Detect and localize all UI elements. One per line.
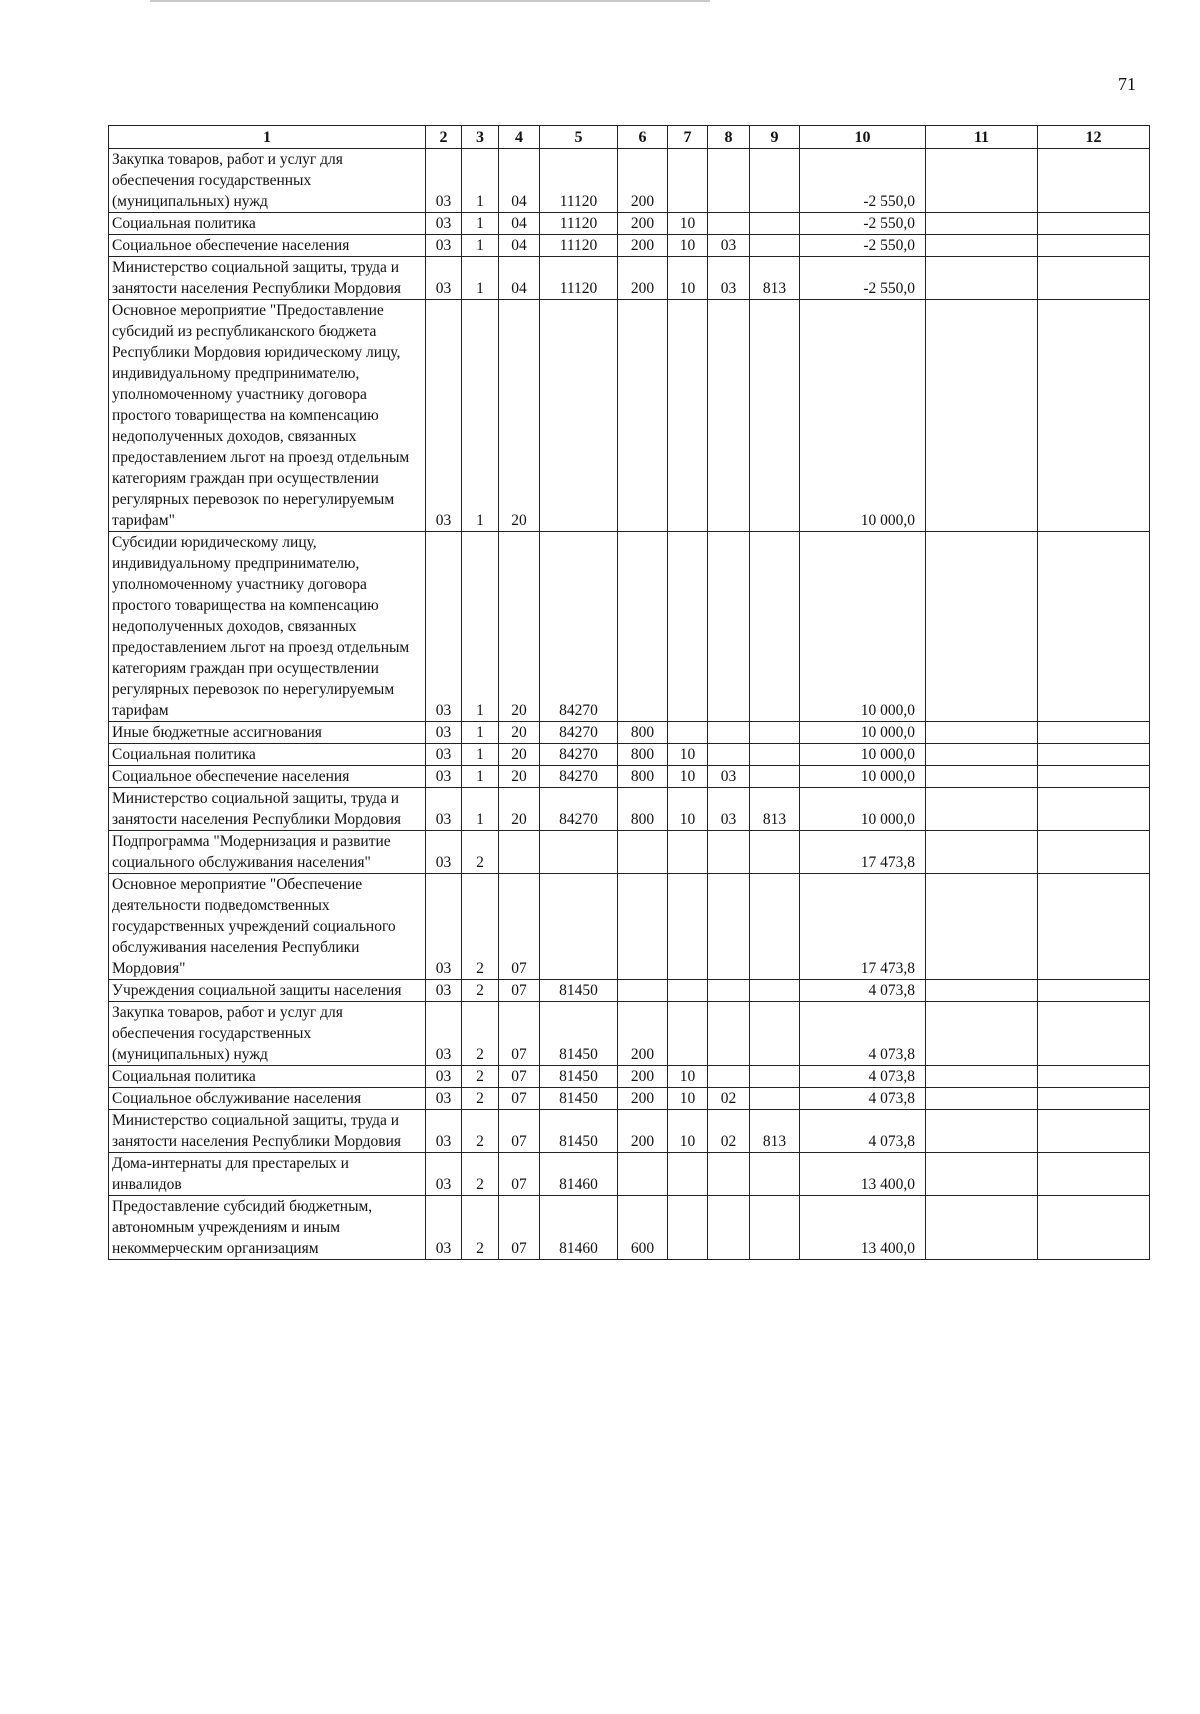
cell-subprogram-code: 1	[462, 149, 499, 213]
cell-amount: 4 073,8	[800, 980, 926, 1002]
table-row	[109, 235, 1150, 257]
cell-amount: 10 000,0	[800, 766, 926, 788]
cell-direction-code: 81460	[540, 1196, 618, 1260]
cell-ministry-code	[750, 1088, 800, 1110]
cell-subprogram-code: 1	[462, 235, 499, 257]
cell-podrazdel	[708, 300, 750, 532]
header-col-6: 6	[618, 126, 668, 149]
cell-section-code: 03	[426, 1002, 462, 1066]
header-col-3: 3	[462, 126, 499, 149]
cell-col-12	[1038, 1066, 1150, 1088]
cell-razdel	[668, 1153, 708, 1196]
cell-col-12	[1038, 1153, 1150, 1196]
cell-section-code: 03	[426, 149, 462, 213]
cell-measure-code: 20	[499, 744, 540, 766]
cell-razdel	[668, 722, 708, 744]
cell-name: Закупка товаров, работ и услуг для обеспечения государственных (муниципальных) нужд	[109, 149, 426, 213]
cell-name: Социальное обеспечение населения	[109, 766, 426, 788]
cell-col-11	[926, 213, 1038, 235]
cell-razdel: 10	[668, 1066, 708, 1088]
cell-ministry-code	[750, 149, 800, 213]
cell-section-code: 03	[426, 1088, 462, 1110]
cell-subprogram-code: 1	[462, 213, 499, 235]
cell-direction-code: 84270	[540, 532, 618, 722]
cell-expense-type: 200	[618, 1088, 668, 1110]
cell-direction-code: 81450	[540, 980, 618, 1002]
cell-col-12	[1038, 980, 1150, 1002]
cell-name: Социальное обслуживание населения	[109, 1088, 426, 1110]
cell-col-11	[926, 788, 1038, 831]
table-row	[109, 788, 1150, 831]
cell-col-11	[926, 1002, 1038, 1066]
cell-col-11	[926, 1088, 1038, 1110]
table-row	[109, 744, 1150, 766]
cell-section-code: 03	[426, 300, 462, 532]
table-row	[109, 532, 1150, 722]
cell-section-code: 03	[426, 722, 462, 744]
cell-podrazdel	[708, 831, 750, 874]
cell-section-code: 03	[426, 1110, 462, 1153]
cell-subprogram-code: 1	[462, 532, 499, 722]
cell-measure-code: 07	[499, 874, 540, 980]
cell-measure-code: 04	[499, 149, 540, 213]
table-row	[109, 874, 1150, 980]
cell-col-12	[1038, 235, 1150, 257]
cell-section-code: 03	[426, 831, 462, 874]
cell-expense-type	[618, 532, 668, 722]
cell-amount: 10 000,0	[800, 300, 926, 532]
cell-podrazdel	[708, 722, 750, 744]
cell-razdel	[668, 1002, 708, 1066]
cell-podrazdel	[708, 980, 750, 1002]
cell-podrazdel: 03	[708, 788, 750, 831]
cell-amount: -2 550,0	[800, 213, 926, 235]
cell-direction-code: 81450	[540, 1110, 618, 1153]
cell-amount: 17 473,8	[800, 831, 926, 874]
cell-section-code: 03	[426, 874, 462, 980]
scan-edge-line	[150, 0, 710, 2]
table-row	[109, 1153, 1150, 1196]
cell-podrazdel	[708, 149, 750, 213]
cell-col-11	[926, 300, 1038, 532]
cell-measure-code: 20	[499, 766, 540, 788]
cell-podrazdel	[708, 1196, 750, 1260]
cell-measure-code: 07	[499, 1002, 540, 1066]
cell-ministry-code	[750, 744, 800, 766]
table-row	[109, 1088, 1150, 1110]
table-row	[109, 1066, 1150, 1088]
cell-razdel: 10	[668, 766, 708, 788]
cell-direction-code: 84270	[540, 744, 618, 766]
cell-subprogram-code: 1	[462, 744, 499, 766]
cell-podrazdel: 02	[708, 1110, 750, 1153]
header-col-4: 4	[499, 126, 540, 149]
cell-col-12	[1038, 874, 1150, 980]
cell-name: Основное мероприятие "Обеспечение деятельности подведомственных государственных учреждений социального обслуживания населения Республики Мордовия"	[109, 874, 426, 980]
cell-col-11	[926, 532, 1038, 722]
cell-col-11	[926, 1066, 1038, 1088]
cell-ministry-code	[750, 874, 800, 980]
cell-col-12	[1038, 257, 1150, 300]
cell-col-12	[1038, 149, 1150, 213]
cell-measure-code: 07	[499, 1110, 540, 1153]
cell-col-11	[926, 235, 1038, 257]
cell-ministry-code	[750, 766, 800, 788]
cell-measure-code: 07	[499, 1153, 540, 1196]
cell-ministry-code	[750, 831, 800, 874]
cell-amount: 4 073,8	[800, 1002, 926, 1066]
cell-expense-type: 800	[618, 788, 668, 831]
cell-ministry-code	[750, 722, 800, 744]
cell-amount: 10 000,0	[800, 744, 926, 766]
cell-name: Социальная политика	[109, 1066, 426, 1088]
cell-measure-code: 20	[499, 300, 540, 532]
cell-name: Дома-интернаты для престарелых и инвалидов	[109, 1153, 426, 1196]
cell-razdel: 10	[668, 1110, 708, 1153]
table-body	[109, 149, 1150, 1260]
cell-col-12	[1038, 1002, 1150, 1066]
table-row	[109, 766, 1150, 788]
cell-podrazdel	[708, 1066, 750, 1088]
cell-amount: 10 000,0	[800, 722, 926, 744]
cell-direction-code: 81460	[540, 1153, 618, 1196]
cell-measure-code: 04	[499, 257, 540, 300]
cell-direction-code: 84270	[540, 722, 618, 744]
cell-subprogram-code: 2	[462, 1066, 499, 1088]
table-row	[109, 257, 1150, 300]
cell-section-code: 03	[426, 980, 462, 1002]
cell-expense-type: 800	[618, 766, 668, 788]
cell-section-code: 03	[426, 532, 462, 722]
cell-amount: 4 073,8	[800, 1110, 926, 1153]
cell-subprogram-code: 2	[462, 1196, 499, 1260]
cell-section-code: 03	[426, 744, 462, 766]
cell-col-11	[926, 149, 1038, 213]
cell-razdel: 10	[668, 213, 708, 235]
cell-col-12	[1038, 831, 1150, 874]
cell-amount: 13 400,0	[800, 1196, 926, 1260]
header-col-7: 7	[668, 126, 708, 149]
cell-col-11	[926, 766, 1038, 788]
cell-amount: 10 000,0	[800, 532, 926, 722]
cell-direction-code: 84270	[540, 766, 618, 788]
cell-subprogram-code: 2	[462, 874, 499, 980]
cell-subprogram-code: 1	[462, 300, 499, 532]
cell-col-11	[926, 257, 1038, 300]
cell-ministry-code	[750, 1196, 800, 1260]
cell-subprogram-code: 2	[462, 980, 499, 1002]
cell-direction-code: 11120	[540, 235, 618, 257]
cell-ministry-code	[750, 1002, 800, 1066]
budget-table	[108, 125, 1150, 1260]
cell-razdel	[668, 831, 708, 874]
cell-expense-type	[618, 874, 668, 980]
cell-name: Субсидии юридическому лицу, индивидуальному предпринимателю, уполномоченному участнику договора простого товарищества на компенсацию недополученных доходов, связанных предоставлением льгот на проезд отдельным категориям граждан при осуществлении регулярных перевозок по нерегулируемым тарифам	[109, 532, 426, 722]
cell-section-code: 03	[426, 1066, 462, 1088]
cell-measure-code: 20	[499, 722, 540, 744]
cell-subprogram-code: 2	[462, 1110, 499, 1153]
table-row	[109, 831, 1150, 874]
cell-razdel	[668, 980, 708, 1002]
cell-ministry-code	[750, 532, 800, 722]
cell-section-code: 03	[426, 213, 462, 235]
cell-col-11	[926, 980, 1038, 1002]
cell-name: Социальная политика	[109, 213, 426, 235]
cell-subprogram-code: 1	[462, 722, 499, 744]
cell-subprogram-code: 2	[462, 831, 499, 874]
cell-amount: -2 550,0	[800, 235, 926, 257]
cell-expense-type: 200	[618, 257, 668, 300]
cell-podrazdel	[708, 213, 750, 235]
cell-measure-code: 04	[499, 235, 540, 257]
cell-expense-type: 200	[618, 149, 668, 213]
cell-expense-type: 200	[618, 1066, 668, 1088]
cell-col-12	[1038, 532, 1150, 722]
cell-name: Министерство социальной защиты, труда и занятости населения Республики Мордовия	[109, 1110, 426, 1153]
cell-ministry-code	[750, 235, 800, 257]
header-col-11: 11	[926, 126, 1038, 149]
cell-name: Социальное обеспечение населения	[109, 235, 426, 257]
cell-subprogram-code: 2	[462, 1153, 499, 1196]
cell-podrazdel	[708, 1002, 750, 1066]
cell-amount: 13 400,0	[800, 1153, 926, 1196]
header-col-8: 8	[708, 126, 750, 149]
cell-razdel	[668, 149, 708, 213]
cell-name: Иные бюджетные ассигнования	[109, 722, 426, 744]
cell-expense-type	[618, 300, 668, 532]
cell-ministry-code	[750, 980, 800, 1002]
cell-razdel: 10	[668, 235, 708, 257]
cell-expense-type: 600	[618, 1196, 668, 1260]
cell-col-11	[926, 1196, 1038, 1260]
cell-ministry-code: 813	[750, 257, 800, 300]
cell-name: Подпрограмма "Модернизация и развитие социального обслуживания населения"	[109, 831, 426, 874]
cell-name: Закупка товаров, работ и услуг для обеспечения государственных (муниципальных) нужд	[109, 1002, 426, 1066]
cell-amount: -2 550,0	[800, 257, 926, 300]
table-row	[109, 213, 1150, 235]
cell-direction-code: 84270	[540, 788, 618, 831]
cell-col-12	[1038, 788, 1150, 831]
cell-measure-code: 07	[499, 1066, 540, 1088]
table-row	[109, 300, 1150, 532]
cell-section-code: 03	[426, 1196, 462, 1260]
cell-ministry-code: 813	[750, 788, 800, 831]
header-col-9: 9	[750, 126, 800, 149]
cell-name: Предоставление субсидий бюджетным, автономным учреждениям и иным некоммерческим организациям	[109, 1196, 426, 1260]
cell-measure-code: 07	[499, 1196, 540, 1260]
cell-expense-type	[618, 831, 668, 874]
cell-name: Основное мероприятие "Предоставление субсидий из республиканского бюджета Республики Мордовия юридическому лицу, индивидуальному предпринимателю, уполномоченному участнику договора простого товарищества на компенсацию недополученных доходов, связанных предоставлением льгот на проезд отдельным категориям граждан при осуществлении регулярных перевозок по нерегулируемым тарифам"	[109, 300, 426, 532]
cell-expense-type: 200	[618, 1110, 668, 1153]
cell-section-code: 03	[426, 235, 462, 257]
cell-expense-type: 800	[618, 744, 668, 766]
cell-podrazdel	[708, 1153, 750, 1196]
header-col-10: 10	[800, 126, 926, 149]
page-number: 71	[1118, 74, 1136, 94]
cell-direction-code: 81450	[540, 1002, 618, 1066]
cell-name: Министерство социальной защиты, труда и занятости населения Республики Мордовия	[109, 788, 426, 831]
cell-ministry-code	[750, 213, 800, 235]
cell-podrazdel: 03	[708, 257, 750, 300]
cell-razdel	[668, 532, 708, 722]
cell-razdel	[668, 300, 708, 532]
cell-ministry-code	[750, 300, 800, 532]
cell-razdel: 10	[668, 1088, 708, 1110]
cell-col-11	[926, 874, 1038, 980]
cell-razdel	[668, 874, 708, 980]
table-row	[109, 1110, 1150, 1153]
header-col-12: 12	[1038, 126, 1150, 149]
cell-direction-code: 11120	[540, 257, 618, 300]
cell-direction-code	[540, 874, 618, 980]
cell-direction-code: 81450	[540, 1088, 618, 1110]
cell-amount: -2 550,0	[800, 149, 926, 213]
cell-measure-code: 07	[499, 1088, 540, 1110]
cell-direction-code: 11120	[540, 213, 618, 235]
header-col-1: 1	[109, 126, 426, 149]
cell-subprogram-code: 1	[462, 257, 499, 300]
cell-section-code: 03	[426, 766, 462, 788]
cell-subprogram-code: 1	[462, 766, 499, 788]
cell-section-code: 03	[426, 257, 462, 300]
cell-expense-type	[618, 980, 668, 1002]
cell-expense-type: 800	[618, 722, 668, 744]
cell-razdel	[668, 1196, 708, 1260]
header-row	[109, 126, 1150, 149]
cell-direction-code	[540, 300, 618, 532]
cell-section-code: 03	[426, 1153, 462, 1196]
cell-direction-code: 81450	[540, 1066, 618, 1088]
cell-col-11	[926, 744, 1038, 766]
cell-direction-code	[540, 831, 618, 874]
header-col-2: 2	[426, 126, 462, 149]
cell-razdel: 10	[668, 744, 708, 766]
cell-col-12	[1038, 1088, 1150, 1110]
cell-name: Учреждения социальной защиты населения	[109, 980, 426, 1002]
cell-measure-code: 04	[499, 213, 540, 235]
table-row	[109, 722, 1150, 744]
cell-expense-type: 200	[618, 1002, 668, 1066]
cell-col-12	[1038, 766, 1150, 788]
cell-subprogram-code: 2	[462, 1088, 499, 1110]
table-row	[109, 980, 1150, 1002]
cell-expense-type: 200	[618, 235, 668, 257]
cell-section-code: 03	[426, 788, 462, 831]
cell-amount: 4 073,8	[800, 1066, 926, 1088]
cell-subprogram-code: 2	[462, 1002, 499, 1066]
table-row	[109, 1002, 1150, 1066]
cell-ministry-code	[750, 1066, 800, 1088]
cell-amount: 10 000,0	[800, 788, 926, 831]
cell-podrazdel: 03	[708, 766, 750, 788]
cell-subprogram-code: 1	[462, 788, 499, 831]
cell-podrazdel: 03	[708, 235, 750, 257]
cell-col-12	[1038, 744, 1150, 766]
cell-podrazdel	[708, 532, 750, 722]
cell-col-11	[926, 831, 1038, 874]
cell-col-12	[1038, 213, 1150, 235]
cell-col-11	[926, 1110, 1038, 1153]
table-row	[109, 149, 1150, 213]
table-row	[109, 1196, 1150, 1260]
cell-ministry-code	[750, 1153, 800, 1196]
cell-col-12	[1038, 300, 1150, 532]
cell-expense-type: 200	[618, 213, 668, 235]
cell-razdel: 10	[668, 257, 708, 300]
cell-col-11	[926, 1153, 1038, 1196]
cell-expense-type	[618, 1153, 668, 1196]
cell-col-12	[1038, 1196, 1150, 1260]
cell-amount: 4 073,8	[800, 1088, 926, 1110]
cell-name: Социальная политика	[109, 744, 426, 766]
cell-podrazdel	[708, 874, 750, 980]
cell-measure-code: 20	[499, 788, 540, 831]
cell-col-12	[1038, 722, 1150, 744]
cell-measure-code	[499, 831, 540, 874]
header-col-5: 5	[540, 126, 618, 149]
cell-podrazdel: 02	[708, 1088, 750, 1110]
cell-measure-code: 07	[499, 980, 540, 1002]
cell-ministry-code: 813	[750, 1110, 800, 1153]
cell-measure-code: 20	[499, 532, 540, 722]
cell-podrazdel	[708, 744, 750, 766]
cell-razdel: 10	[668, 788, 708, 831]
cell-direction-code: 11120	[540, 149, 618, 213]
cell-col-11	[926, 722, 1038, 744]
cell-amount: 17 473,8	[800, 874, 926, 980]
cell-col-12	[1038, 1110, 1150, 1153]
cell-name: Министерство социальной защиты, труда и занятости населения Республики Мордовия	[109, 257, 426, 300]
